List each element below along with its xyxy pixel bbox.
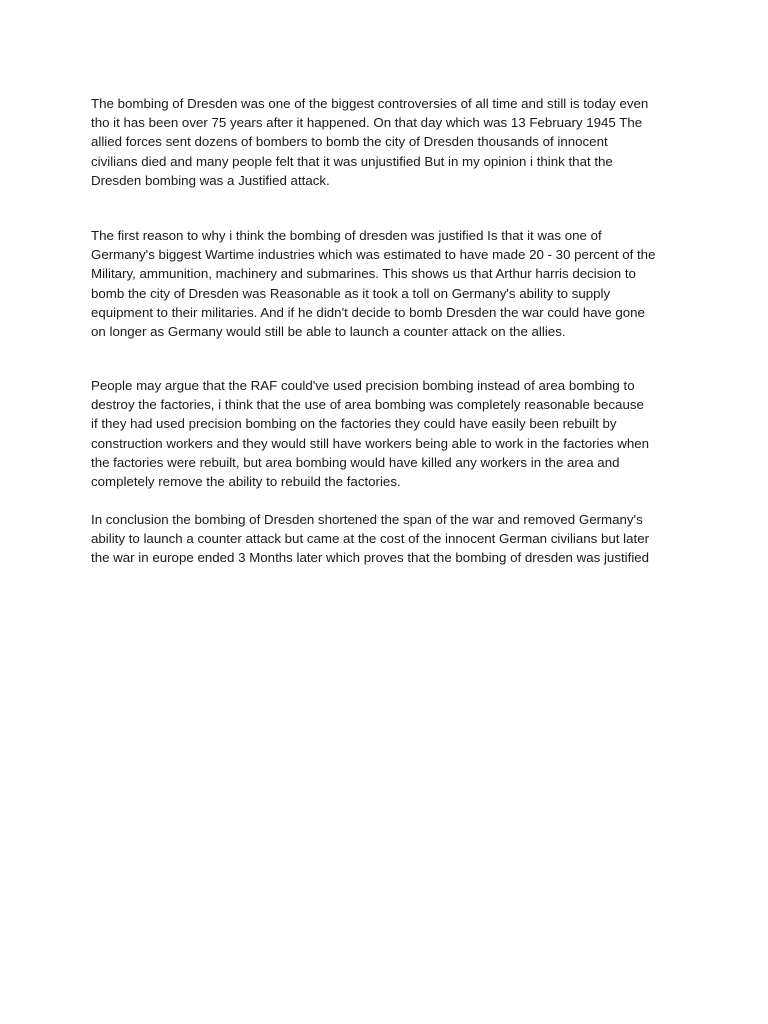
text-line: People may argue that the RAF could've used precision bombing instead of area bombing to	[91, 378, 635, 393]
text-line: construction workers and they would still have workers being able to work in the factories when	[91, 435, 650, 451]
text-line: Military, ammunition, machinery and submarines. This shows us that Arthur harris decision to	[91, 266, 636, 282]
paragraph-counter-argument	[91, 376, 649, 491]
text-line: bomb the city of Dresden was Reasonable as it took a toll on Germany's ability to supply	[91, 285, 611, 301]
paragraph-conclusion	[91, 510, 649, 568]
text-line: tho it has been over 75 years after it happened. On that day which was 13 February 1945 The	[91, 115, 643, 131]
text-line: Dresden bombing was a Justified attack.	[91, 172, 330, 188]
paragraph-introduction	[91, 94, 648, 190]
text-line: civilians died and many people felt that it was unjustified But in my opinion i think that the	[91, 153, 613, 169]
text-line: if they had used precision bombing on the factories they could have easily been rebuilt by	[91, 416, 617, 432]
text-line: on longer as Germany would still be able to launch a counter attack on the allies.	[91, 323, 566, 339]
text-line: ability to launch a counter attack but came at the cost of the innocent German civilians but later	[91, 531, 650, 547]
paragraph-first-reason	[91, 226, 655, 341]
text-line: The first reason to why i think the bombing of dresden was justified Is that it was one of	[91, 228, 602, 243]
text-line: destroy the factories, i think that the use of area bombing was completely reasonable because	[91, 397, 644, 413]
text-line: In conclusion the bombing of Dresden shortened the span of the war and removed Germany's	[91, 512, 643, 527]
text-line: the war in europe ended 3 Months later which proves that the bombing of dresden was justified	[91, 550, 650, 566]
text-line: allied forces sent dozens of bombers to bomb the city of Dresden thousands of innocent	[91, 134, 608, 150]
text-line: Germany's biggest Wartime industries which was estimated to have made 20 - 30 percent of the	[91, 247, 656, 263]
text-line: The bombing of Dresden was one of the biggest controversies of all time and still is today even	[91, 96, 649, 111]
text-line: the factories were rebuilt, but area bombing would have killed any workers in the area and	[91, 454, 620, 470]
text-line: equipment to their militaries. And if he didn't decide to bomb Dresden the war could have gone	[91, 304, 645, 320]
text-line: completely remove the ability to rebuild the factories.	[91, 473, 401, 489]
